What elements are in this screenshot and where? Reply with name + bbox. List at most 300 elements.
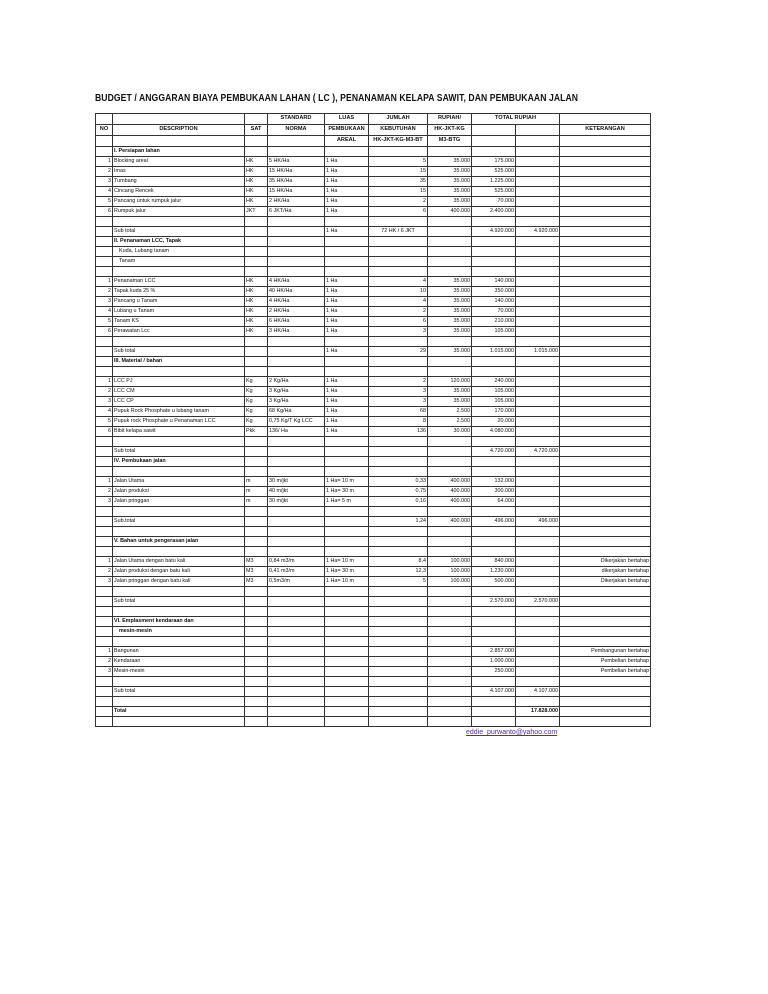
cell-empty bbox=[325, 357, 369, 367]
cell-total-1: 240.000 bbox=[472, 377, 516, 387]
cell-rupiah bbox=[428, 667, 472, 677]
cell-standard-norma: 35 HK/Ha bbox=[268, 177, 325, 187]
cell-empty bbox=[268, 267, 325, 277]
cell-total-1: 496.000 bbox=[472, 517, 516, 527]
cell-empty bbox=[245, 237, 268, 247]
cell-empty bbox=[428, 547, 472, 557]
cell-total-1: 210.000 bbox=[472, 317, 516, 327]
cell-keterangan: Pembelian bertahap bbox=[560, 667, 651, 677]
cell-total-2 bbox=[516, 177, 560, 187]
cell-sat: m bbox=[245, 477, 268, 487]
cell-empty bbox=[516, 437, 560, 447]
cell-empty bbox=[560, 547, 651, 557]
table-row bbox=[96, 487, 651, 497]
cell-sat: HK bbox=[245, 277, 268, 287]
cell-empty bbox=[560, 677, 651, 687]
cell-keterangan bbox=[560, 477, 651, 487]
cell-empty bbox=[560, 367, 651, 377]
budget-table bbox=[95, 113, 651, 727]
cell-description: Pancang untuk rumpuk jalur bbox=[113, 197, 245, 207]
cell-empty bbox=[472, 337, 516, 347]
cell-jumlah: 2 bbox=[369, 377, 428, 387]
cell-empty bbox=[369, 717, 428, 727]
cell-standard-norma: 6 JKT/Ha bbox=[268, 207, 325, 217]
cell-empty bbox=[325, 457, 369, 467]
table-row bbox=[96, 407, 651, 417]
cell-jumlah bbox=[369, 597, 428, 607]
table-row bbox=[96, 327, 651, 337]
cell-empty bbox=[96, 257, 113, 267]
cell-jumlah: 1,24 bbox=[369, 517, 428, 527]
cell-rupiah: 400.000 bbox=[428, 477, 472, 487]
cell-total-2 bbox=[516, 567, 560, 577]
cell-empty bbox=[516, 217, 560, 227]
cell-empty bbox=[325, 247, 369, 257]
cell-description: Jalan pringgan bbox=[113, 497, 245, 507]
cell-rupiah: 35.000 bbox=[428, 177, 472, 187]
cell-rupiah: 30.000 bbox=[428, 427, 472, 437]
cell-total-1: 170.000 bbox=[472, 407, 516, 417]
cell-empty bbox=[325, 267, 369, 277]
cell-no: 6 bbox=[96, 327, 113, 337]
cell-luas-areal: 1 Ha bbox=[325, 417, 369, 427]
cell-empty bbox=[516, 527, 560, 537]
cell-sat: HK bbox=[245, 287, 268, 297]
cell-jumlah: 6 bbox=[369, 207, 428, 217]
cell-empty bbox=[325, 617, 369, 627]
cell-rupiah: 35.000 bbox=[428, 277, 472, 287]
cell-standard-norma: 3 Kg/Ha bbox=[268, 387, 325, 397]
header-total-col-1 bbox=[472, 125, 516, 136]
cell-empty bbox=[96, 527, 113, 537]
cell-empty bbox=[472, 627, 516, 637]
cell-empty bbox=[369, 587, 428, 597]
cell-total-1: 1.230.000 bbox=[472, 567, 516, 577]
cell-empty bbox=[560, 247, 651, 257]
cell-empty bbox=[96, 367, 113, 377]
cell-no bbox=[96, 447, 113, 457]
cell-empty bbox=[560, 637, 651, 647]
cell-total-1: 250.000 bbox=[472, 667, 516, 677]
cell-sat bbox=[245, 447, 268, 457]
table-row bbox=[96, 167, 651, 177]
header-total-col-2 bbox=[516, 125, 560, 136]
cell-no bbox=[96, 597, 113, 607]
cell-empty bbox=[369, 257, 428, 267]
cell-jumlah: 6 bbox=[369, 317, 428, 327]
blank-row bbox=[96, 697, 651, 707]
cell-empty bbox=[325, 587, 369, 597]
cell-empty bbox=[245, 677, 268, 687]
cell-luas-areal: 1 Ha bbox=[325, 227, 369, 237]
cell-standard-norma: 0,84 m3/m bbox=[268, 557, 325, 567]
cell-empty bbox=[96, 677, 113, 687]
cell-sat: JKT bbox=[245, 207, 268, 217]
cell-total-1: 70.000 bbox=[472, 307, 516, 317]
cell-empty bbox=[268, 707, 325, 717]
cell-no: 1 bbox=[96, 647, 113, 657]
cell-description: Tanam KS bbox=[113, 317, 245, 327]
cell-keterangan bbox=[560, 187, 651, 197]
cell-total-1: 140.000 bbox=[472, 297, 516, 307]
cell-total-2: 4.107.000 bbox=[516, 687, 560, 697]
section-subtitle: mesin-mesin bbox=[113, 627, 245, 637]
cell-empty bbox=[369, 707, 428, 717]
cell-keterangan bbox=[560, 197, 651, 207]
cell-no: 2 bbox=[96, 657, 113, 667]
cell-no: 4 bbox=[96, 307, 113, 317]
cell-empty bbox=[268, 607, 325, 617]
cell-no: 2 bbox=[96, 387, 113, 397]
cell-empty bbox=[96, 537, 113, 547]
cell-jumlah bbox=[369, 447, 428, 457]
cell-jumlah: 0,16 bbox=[369, 497, 428, 507]
cell-empty bbox=[472, 367, 516, 377]
cell-empty bbox=[268, 547, 325, 557]
cell-jumlah: 68 bbox=[369, 407, 428, 417]
cell-total-1: 840.000 bbox=[472, 557, 516, 567]
cell-keterangan: Pembangunan bertahap bbox=[560, 647, 651, 657]
header-sat: SAT bbox=[245, 125, 268, 136]
cell-empty bbox=[268, 147, 325, 157]
cell-standard-norma bbox=[268, 447, 325, 457]
blank-row bbox=[96, 717, 651, 727]
header-row bbox=[96, 136, 651, 147]
cell-sat: Kg bbox=[245, 397, 268, 407]
cell-empty bbox=[516, 587, 560, 597]
cell-empty bbox=[560, 627, 651, 637]
cell-empty bbox=[428, 217, 472, 227]
cell-no: 2 bbox=[96, 487, 113, 497]
cell-description: Jalan produksi dengan batu kali bbox=[113, 567, 245, 577]
cell-luas-areal bbox=[325, 647, 369, 657]
cell-luas-areal: 1 Ha bbox=[325, 277, 369, 287]
cell-description: Lubang u Tanam bbox=[113, 307, 245, 317]
cell-total-1: 1.225.000 bbox=[472, 177, 516, 187]
table-row bbox=[96, 197, 651, 207]
cell-total-2 bbox=[516, 187, 560, 197]
cell-total-2 bbox=[516, 657, 560, 667]
cell-standard-norma: 136/ Ha bbox=[268, 427, 325, 437]
cell-jumlah: 15 bbox=[369, 167, 428, 177]
cell-sat: HK bbox=[245, 307, 268, 317]
section-title: I. Persiapan lahan bbox=[113, 147, 245, 157]
cell-empty bbox=[96, 707, 113, 717]
cell-empty bbox=[428, 257, 472, 267]
cell-luas-areal: 1 Ha bbox=[325, 407, 369, 417]
header-description: DESCRIPTION bbox=[113, 125, 245, 136]
grand-total-value: 17.828.000 bbox=[516, 707, 560, 717]
cell-luas-areal bbox=[325, 447, 369, 457]
cell-empty bbox=[560, 237, 651, 247]
cell-total-2 bbox=[516, 477, 560, 487]
cell-empty bbox=[516, 697, 560, 707]
table-row bbox=[96, 657, 651, 667]
cell-total-1: 2.400.000 bbox=[472, 207, 516, 217]
cell-empty bbox=[268, 247, 325, 257]
cell-empty bbox=[113, 717, 245, 727]
cell-description: Sub total bbox=[113, 687, 245, 697]
author-email-link[interactable]: eddie_purwanto@yahoo.com bbox=[466, 729, 558, 736]
cell-empty bbox=[369, 627, 428, 637]
cell-no: 6 bbox=[96, 207, 113, 217]
cell-no: 5 bbox=[96, 417, 113, 427]
cell-keterangan bbox=[560, 487, 651, 497]
cell-empty bbox=[428, 247, 472, 257]
cell-total-2 bbox=[516, 497, 560, 507]
cell-total-2 bbox=[516, 197, 560, 207]
cell-empty bbox=[369, 267, 428, 277]
section-subline-row bbox=[96, 627, 651, 637]
cell-empty bbox=[245, 357, 268, 367]
cell-no: 2 bbox=[96, 167, 113, 177]
cell-empty bbox=[113, 547, 245, 557]
cell-description: Tapak kuda 25 % bbox=[113, 287, 245, 297]
cell-empty bbox=[516, 267, 560, 277]
cell-standard-norma: 30 m/jkt bbox=[268, 477, 325, 487]
cell-description: Pupuk Rock Phosphate u lubang tanam bbox=[113, 407, 245, 417]
cell-empty bbox=[516, 357, 560, 367]
blank-row bbox=[96, 267, 651, 277]
cell-empty bbox=[369, 507, 428, 517]
cell-total-2 bbox=[516, 167, 560, 177]
cell-empty bbox=[516, 717, 560, 727]
cell-empty bbox=[516, 607, 560, 617]
cell-total-2 bbox=[516, 417, 560, 427]
cell-empty bbox=[113, 467, 245, 477]
cell-rupiah: 35.000 bbox=[428, 347, 472, 357]
cell-total-1: 4.720.000 bbox=[472, 447, 516, 457]
subtotal-row bbox=[96, 517, 651, 527]
cell-total-1: 105.000 bbox=[472, 387, 516, 397]
cell-empty bbox=[113, 367, 245, 377]
header-keterangan-bottom bbox=[560, 136, 651, 147]
cell-total-2 bbox=[516, 397, 560, 407]
cell-jumlah bbox=[369, 687, 428, 697]
cell-sat: Kg bbox=[245, 387, 268, 397]
cell-empty bbox=[96, 147, 113, 157]
cell-no: 1 bbox=[96, 477, 113, 487]
cell-empty bbox=[369, 467, 428, 477]
cell-empty bbox=[428, 437, 472, 447]
cell-sat: HK bbox=[245, 327, 268, 337]
cell-jumlah: 2 bbox=[369, 197, 428, 207]
cell-empty bbox=[428, 607, 472, 617]
cell-empty bbox=[428, 677, 472, 687]
cell-empty bbox=[560, 467, 651, 477]
cell-total-1: 4.080.000 bbox=[472, 427, 516, 437]
cell-empty bbox=[245, 257, 268, 267]
cell-description: LCC CM bbox=[113, 387, 245, 397]
cell-empty bbox=[428, 367, 472, 377]
cell-empty bbox=[369, 457, 428, 467]
cell-empty bbox=[560, 437, 651, 447]
cell-empty bbox=[96, 457, 113, 467]
cell-jumlah: 2 bbox=[369, 307, 428, 317]
cell-rupiah bbox=[428, 687, 472, 697]
cell-empty bbox=[560, 697, 651, 707]
header-unit-codes: HK-JKT-KG-M3-BT bbox=[369, 136, 428, 147]
cell-keterangan bbox=[560, 597, 651, 607]
cell-description: Bibit kelapa sawit bbox=[113, 427, 245, 437]
table-row bbox=[96, 557, 651, 567]
cell-empty bbox=[560, 707, 651, 717]
cell-total-2: 4.920.000 bbox=[516, 227, 560, 237]
cell-standard-norma: 30 m/jkt bbox=[268, 497, 325, 507]
cell-empty bbox=[560, 147, 651, 157]
cell-empty bbox=[472, 547, 516, 557]
cell-rupiah: 35.000 bbox=[428, 327, 472, 337]
cell-total-2: 4.720.000 bbox=[516, 447, 560, 457]
cell-empty bbox=[369, 537, 428, 547]
table-row bbox=[96, 647, 651, 657]
cell-sat bbox=[245, 227, 268, 237]
cell-total-1: 525.000 bbox=[472, 167, 516, 177]
cell-total-1: 2.857.000 bbox=[472, 647, 516, 657]
cell-sat: Kg bbox=[245, 377, 268, 387]
cell-empty bbox=[245, 147, 268, 157]
cell-empty bbox=[472, 527, 516, 537]
cell-jumlah: 3 bbox=[369, 387, 428, 397]
cell-empty bbox=[268, 717, 325, 727]
cell-empty bbox=[245, 547, 268, 557]
cell-no bbox=[96, 517, 113, 527]
cell-description: Perawatan Lcc bbox=[113, 327, 245, 337]
section-subline-row bbox=[96, 247, 651, 257]
header-standard-bottom bbox=[268, 136, 325, 147]
cell-total-1: 70.000 bbox=[472, 197, 516, 207]
cell-empty bbox=[113, 217, 245, 227]
cell-standard-norma: 0,41 m3/m bbox=[268, 567, 325, 577]
table-row bbox=[96, 397, 651, 407]
cell-luas-areal: 1 Ha bbox=[325, 157, 369, 167]
blank-row bbox=[96, 637, 651, 647]
header-no: NO bbox=[96, 125, 113, 136]
cell-empty bbox=[325, 717, 369, 727]
cell-empty bbox=[516, 627, 560, 637]
cell-empty bbox=[325, 257, 369, 267]
cell-total-2 bbox=[516, 287, 560, 297]
section-header-row bbox=[96, 357, 651, 367]
cell-description: Mesin-mesin bbox=[113, 667, 245, 677]
cell-keterangan bbox=[560, 407, 651, 417]
header-row bbox=[96, 114, 651, 125]
cell-empty bbox=[472, 697, 516, 707]
cell-empty bbox=[113, 637, 245, 647]
cell-empty bbox=[472, 237, 516, 247]
cell-empty bbox=[560, 457, 651, 467]
blank-row bbox=[96, 677, 651, 687]
table-row bbox=[96, 317, 651, 327]
cell-empty bbox=[369, 217, 428, 227]
cell-total-2 bbox=[516, 487, 560, 497]
cell-description: Blocking areal bbox=[113, 157, 245, 167]
header-m3-btg: M3-BTG bbox=[428, 136, 472, 147]
cell-sat: Pkk bbox=[245, 427, 268, 437]
cell-keterangan bbox=[560, 167, 651, 177]
cell-total-1: 20.000 bbox=[472, 417, 516, 427]
cell-keterangan: dikerjakan bertahap bbox=[560, 567, 651, 577]
cell-empty bbox=[428, 237, 472, 247]
cell-empty bbox=[245, 627, 268, 637]
cell-empty bbox=[96, 717, 113, 727]
cell-no: 2 bbox=[96, 567, 113, 577]
cell-standard-norma bbox=[268, 647, 325, 657]
header-row bbox=[96, 125, 651, 136]
cell-standard-norma: 40 m/jkt bbox=[268, 487, 325, 497]
cell-empty bbox=[369, 357, 428, 367]
cell-empty bbox=[516, 547, 560, 557]
cell-luas-areal: 1 Ha= 30 m bbox=[325, 567, 369, 577]
cell-empty bbox=[560, 607, 651, 617]
table-row bbox=[96, 567, 651, 577]
cell-luas-areal: 1 Ha bbox=[325, 307, 369, 317]
cell-jumlah: 0,33 bbox=[369, 477, 428, 487]
cell-empty bbox=[96, 267, 113, 277]
cell-empty bbox=[472, 257, 516, 267]
cell-rupiah: 100.000 bbox=[428, 567, 472, 577]
cell-jumlah: 15 bbox=[369, 187, 428, 197]
cell-standard-norma: 2 HK/Ha bbox=[268, 307, 325, 317]
cell-description: Sub total bbox=[113, 447, 245, 457]
blank-row bbox=[96, 507, 651, 517]
cell-empty bbox=[516, 367, 560, 377]
cell-empty bbox=[325, 547, 369, 557]
cell-rupiah: 35.000 bbox=[428, 167, 472, 177]
cell-standard-norma: 2 HK/Ha bbox=[268, 197, 325, 207]
cell-rupiah: 400.000 bbox=[428, 497, 472, 507]
cell-empty bbox=[325, 697, 369, 707]
cell-total-2 bbox=[516, 577, 560, 587]
cell-empty bbox=[428, 707, 472, 717]
cell-empty bbox=[245, 607, 268, 617]
cell-empty bbox=[516, 537, 560, 547]
cell-rupiah: 100.000 bbox=[428, 557, 472, 567]
cell-empty bbox=[560, 717, 651, 727]
cell-empty bbox=[245, 437, 268, 447]
cell-empty bbox=[96, 627, 113, 637]
table-row bbox=[96, 497, 651, 507]
cell-keterangan bbox=[560, 427, 651, 437]
cell-empty bbox=[560, 267, 651, 277]
cell-keterangan bbox=[560, 297, 651, 307]
cell-empty bbox=[113, 437, 245, 447]
cell-empty bbox=[516, 637, 560, 647]
cell-total-2 bbox=[516, 377, 560, 387]
cell-standard-norma: 0,5m3/m bbox=[268, 577, 325, 587]
cell-empty bbox=[245, 637, 268, 647]
header-no-bottom bbox=[96, 136, 113, 147]
cell-empty bbox=[96, 337, 113, 347]
cell-empty bbox=[428, 147, 472, 157]
blank-row bbox=[96, 337, 651, 347]
cell-total-2 bbox=[516, 407, 560, 417]
table-row bbox=[96, 377, 651, 387]
cell-empty bbox=[96, 467, 113, 477]
cell-no bbox=[96, 227, 113, 237]
cell-rupiah: 2.500 bbox=[428, 407, 472, 417]
subtotal-row bbox=[96, 687, 651, 697]
cell-empty bbox=[428, 357, 472, 367]
header-luas: LUAS bbox=[325, 114, 369, 125]
cell-empty bbox=[325, 507, 369, 517]
table-row bbox=[96, 577, 651, 587]
cell-empty bbox=[516, 257, 560, 267]
header-keterangan: KETERANGAN bbox=[560, 125, 651, 136]
blank-row bbox=[96, 367, 651, 377]
cell-empty bbox=[560, 507, 651, 517]
cell-sat bbox=[245, 597, 268, 607]
